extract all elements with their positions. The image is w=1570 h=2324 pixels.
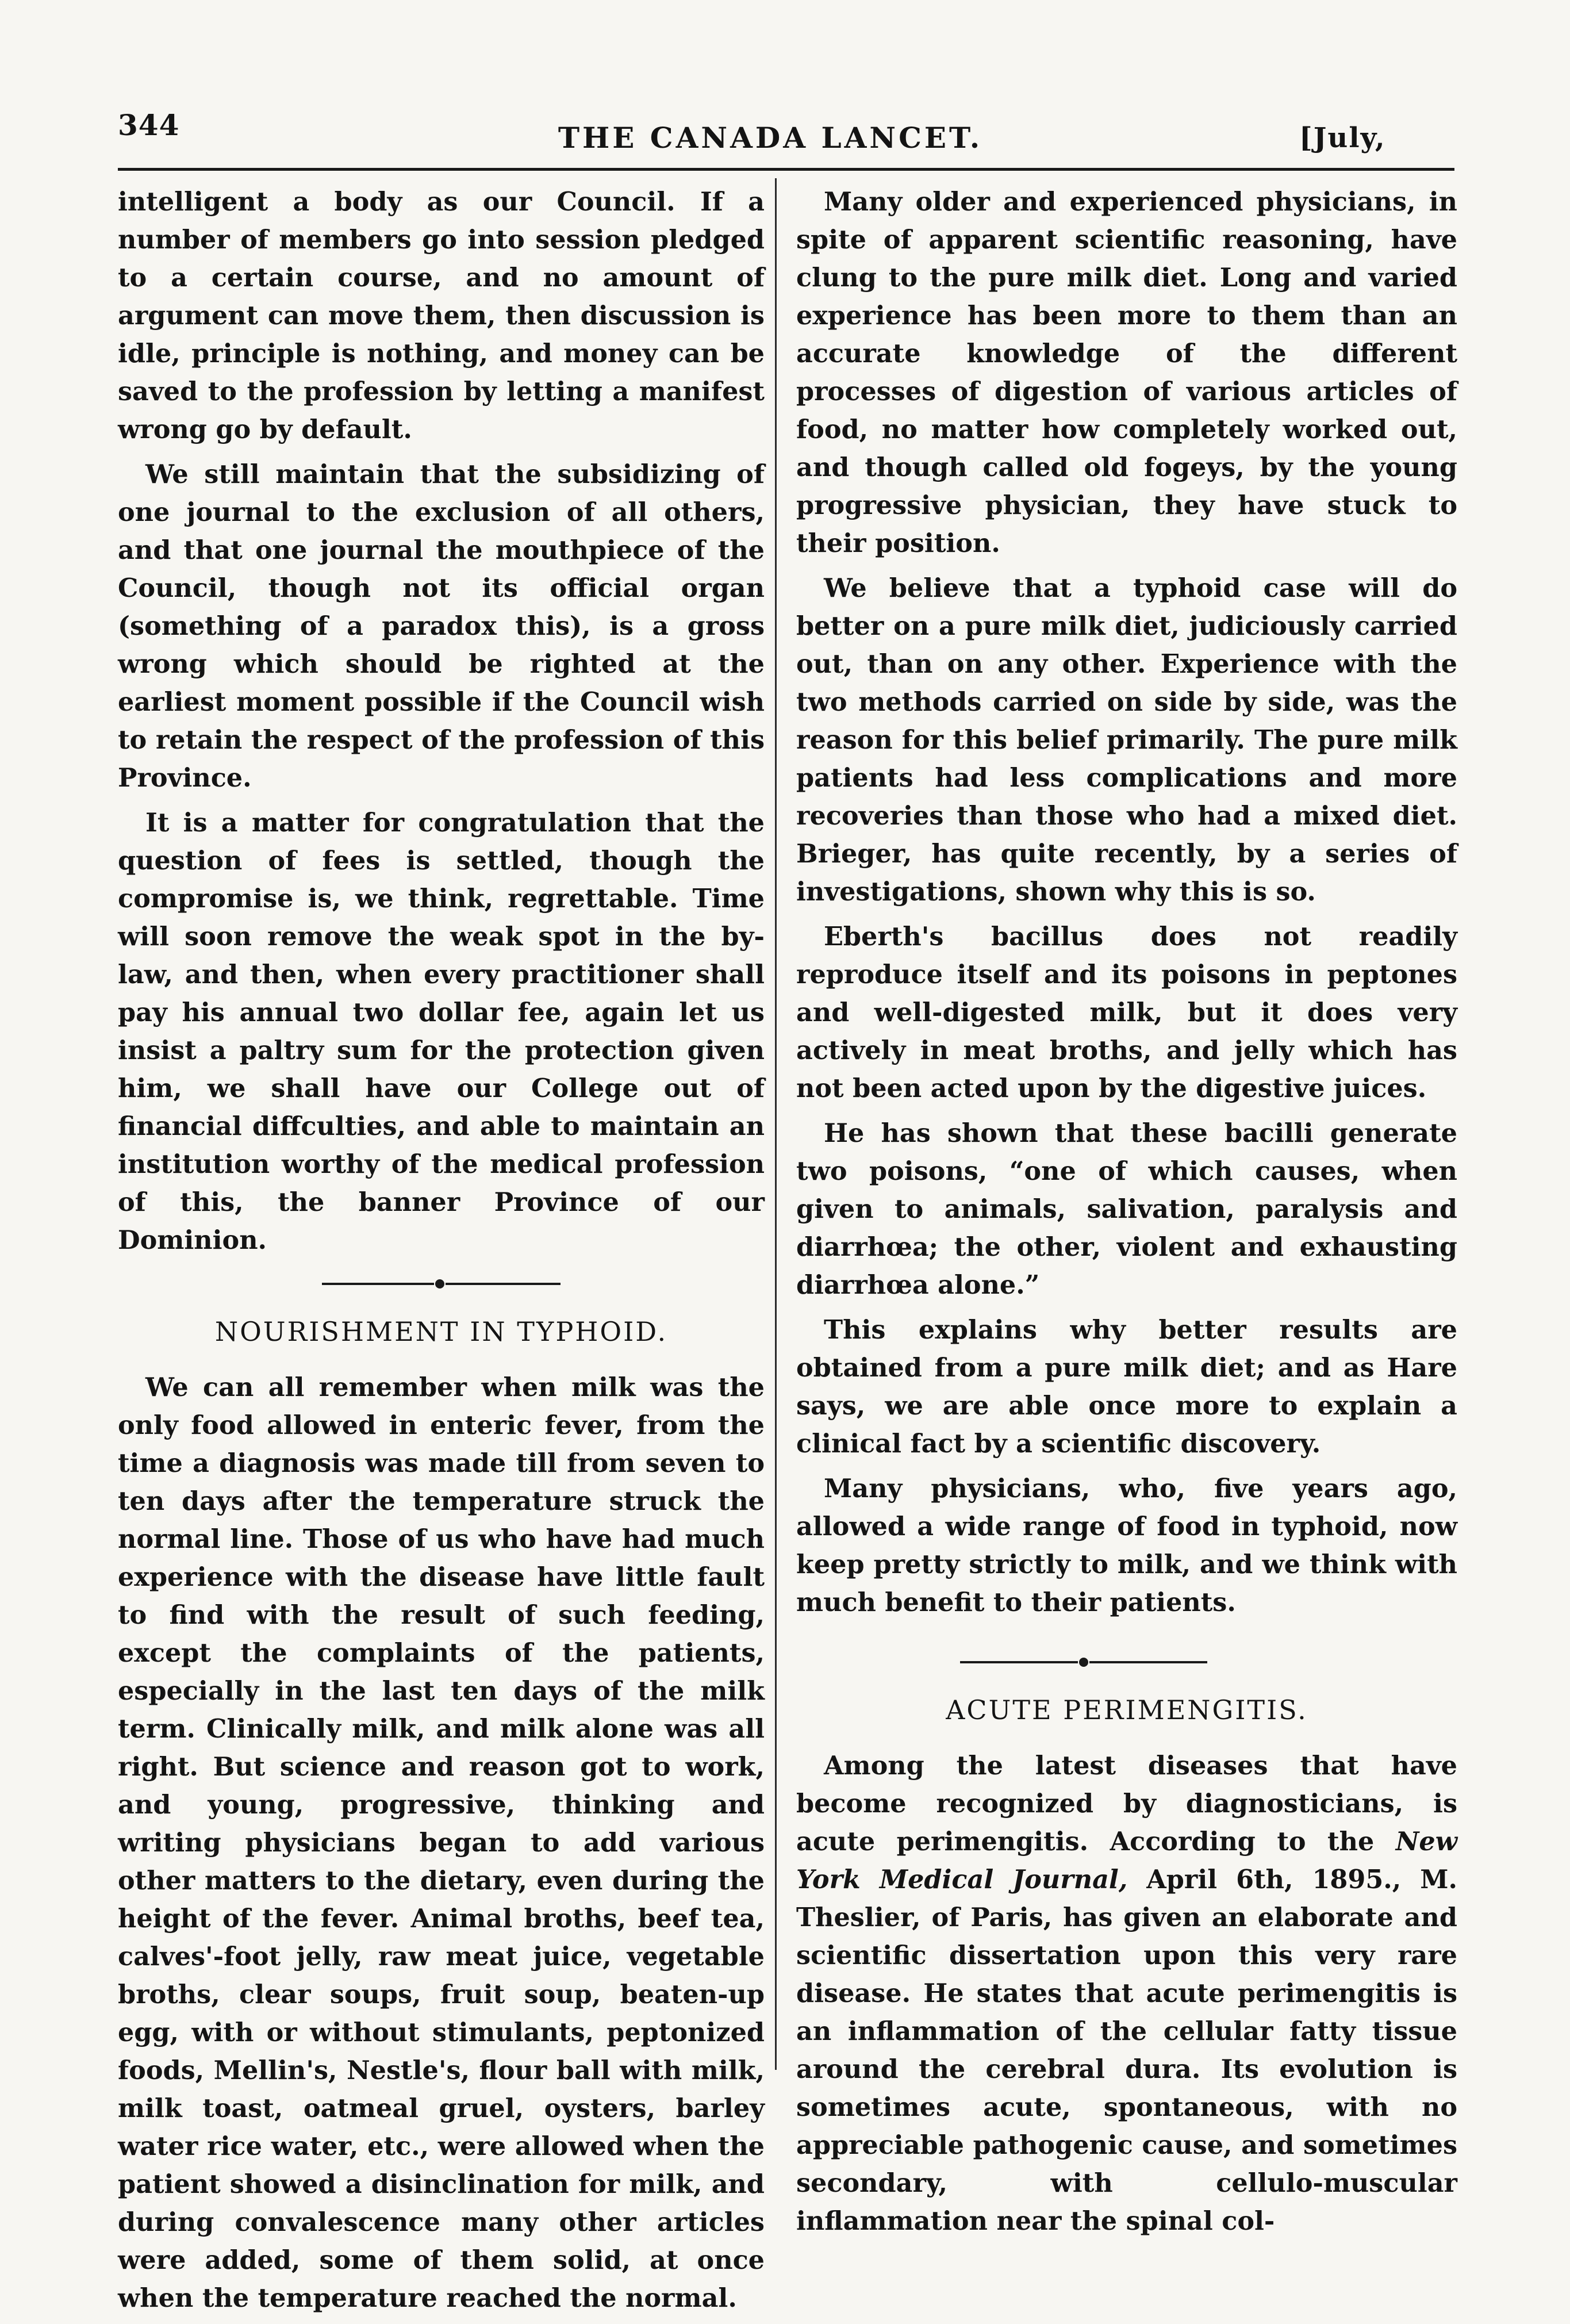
running-title: THE CANADA LANCET. (558, 121, 983, 155)
text-run: Among the latest diseases that have become recognized by diagnosticians, is acute perimengitis. According to the (796, 1751, 1457, 1857)
paragraph: We can all remember when milk was the only food allowed in enteric fever, from the time a diagnosis was made till from seven to ten days after the temperature struck the normal line. Those of us who have had much experience with the disease have little fault to find with the result of such feeding, except the complaints of the patients, especially in the last ten days of the milk term. Clinically milk, and milk alone was all right. But science and reason got to work, and young, progressive, thinking and writing physicians began to add various other matters to the dietary, even during the height of the fever. Animal broths, beef tea, calves'-foot jelly, raw meat juice, vegetable broths, clear soups, fruit soup, beaten-up egg, with or without stimulants, peptonized foods, Mellin's, Nestle's, flour ball with milk, milk toast, oatmeal gruel, oysters, barley water rice water, etc., were allowed when the patient showed a disinclination for milk, and during convalescence many other articles were added, some of them solid, at once when the temperature reached the normal. (118, 1372, 765, 2313)
paragraph: Many physicians, who, five years ago, allowed a wide range of food in typhoid, now keep pretty strictly to milk, and we think with much benefit to their patients. (796, 1474, 1457, 1617)
paragraph: This explains why better results are obtained from a pure milk diet; and as Hare says, we are able once more to explain a clinical fact by a scientific discovery. (796, 1315, 1457, 1459)
section-heading: ACUTE PERIMENGITIS. (946, 1694, 1308, 1725)
paragraph: We still maintain that the subsidizing of one journal to the exclusion of all others, and that one journal the mouthpiece of the Council, though not its official organ (something of a paradox this), is a gross wrong which should be righted at the earliest moment possible if the Council wish to retain the respect of the profession of this Province. (118, 459, 765, 793)
paragraph: Many older and experienced physicians, in spite of apparent scientific reasoning, have clung to the pure milk diet. Long and varied experience has been more to them than an accurate knowledge of the different processes of digestion of various articles of food, no matter how completely worked out, and though called old fogeys, by the young progressive physician, they have stuck to their position. (796, 187, 1457, 558)
section-divider (796, 1644, 1457, 1679)
paragraph: Eberth's bacillus does not readily reproduce itself and its poisons in peptones and well-digested milk, but it does very actively in meat broths, and jelly which has not been acted upon by the digestive juices. (796, 922, 1457, 1103)
paragraph (796, 1747, 1457, 2240)
page-number: 344 (118, 108, 180, 142)
paragraph: intelligent a body as our Council. If a number of members go into session pledged to a certain course, and no amount of argument can move them, then discussion is idle, principle is nothing, and money can be saved to the profession by letting a manifest wrong go by default. (118, 187, 765, 444)
left-column (118, 183, 765, 2324)
paragraph: He has shown that these bacilli generate two poisons, “one of which causes, when given to animals, salivation, paralysis and diarrhœa; the other, violent and exhausting diarrhœa alone.” (796, 1118, 1457, 1300)
right-column (796, 183, 1457, 2247)
section-heading: NOURISHMENT IN TYPHOID. (214, 1316, 668, 1347)
header-rule (118, 168, 1454, 171)
paragraph: It is a matter for congratulation that the question of fees is settled, though the compromise is, we think, regrettable. Time will soon remove the weak spot in the by-law, and then, when every practitioner shall pay his annual two dollar fee, again let us insist a paltry sum for the protection given him, we shall have our College out of financial diffculties, and able to maintain an institution worthy of the medical profession of this, the banner Province of our Dominion. (118, 808, 765, 1255)
paragraph: We believe that a typhoid case will do better on a pure milk diet, judiciously carried out, than on any other. Experience with the two methods carried on side by side, was the reason for this belief primarily. The pure milk patients had less complications and more recoveries than those who had a mixed diet. Brieger, has quite recently, by a series of investigations, shown why this is so. (796, 573, 1457, 907)
section-divider (118, 1266, 765, 1301)
text-run: April 6th, 1895., M. Theslier, of Paris, has given an elaborate and scientific dissertation upon this very rare disease. He states that acute perimengitis is an inflammation of the cellular fatty tissue around the cerebral dura. Its evolution is sometimes acute, spontaneous, with no appreciable pathogenic cause, and sometimes secondary, with cellulo-muscular inflammation near the spinal col- (796, 1865, 1458, 2236)
running-date: [July, (1299, 122, 1386, 154)
column-rule (775, 178, 777, 2070)
journal-name: New York Medical Journal, (796, 1827, 1457, 1895)
